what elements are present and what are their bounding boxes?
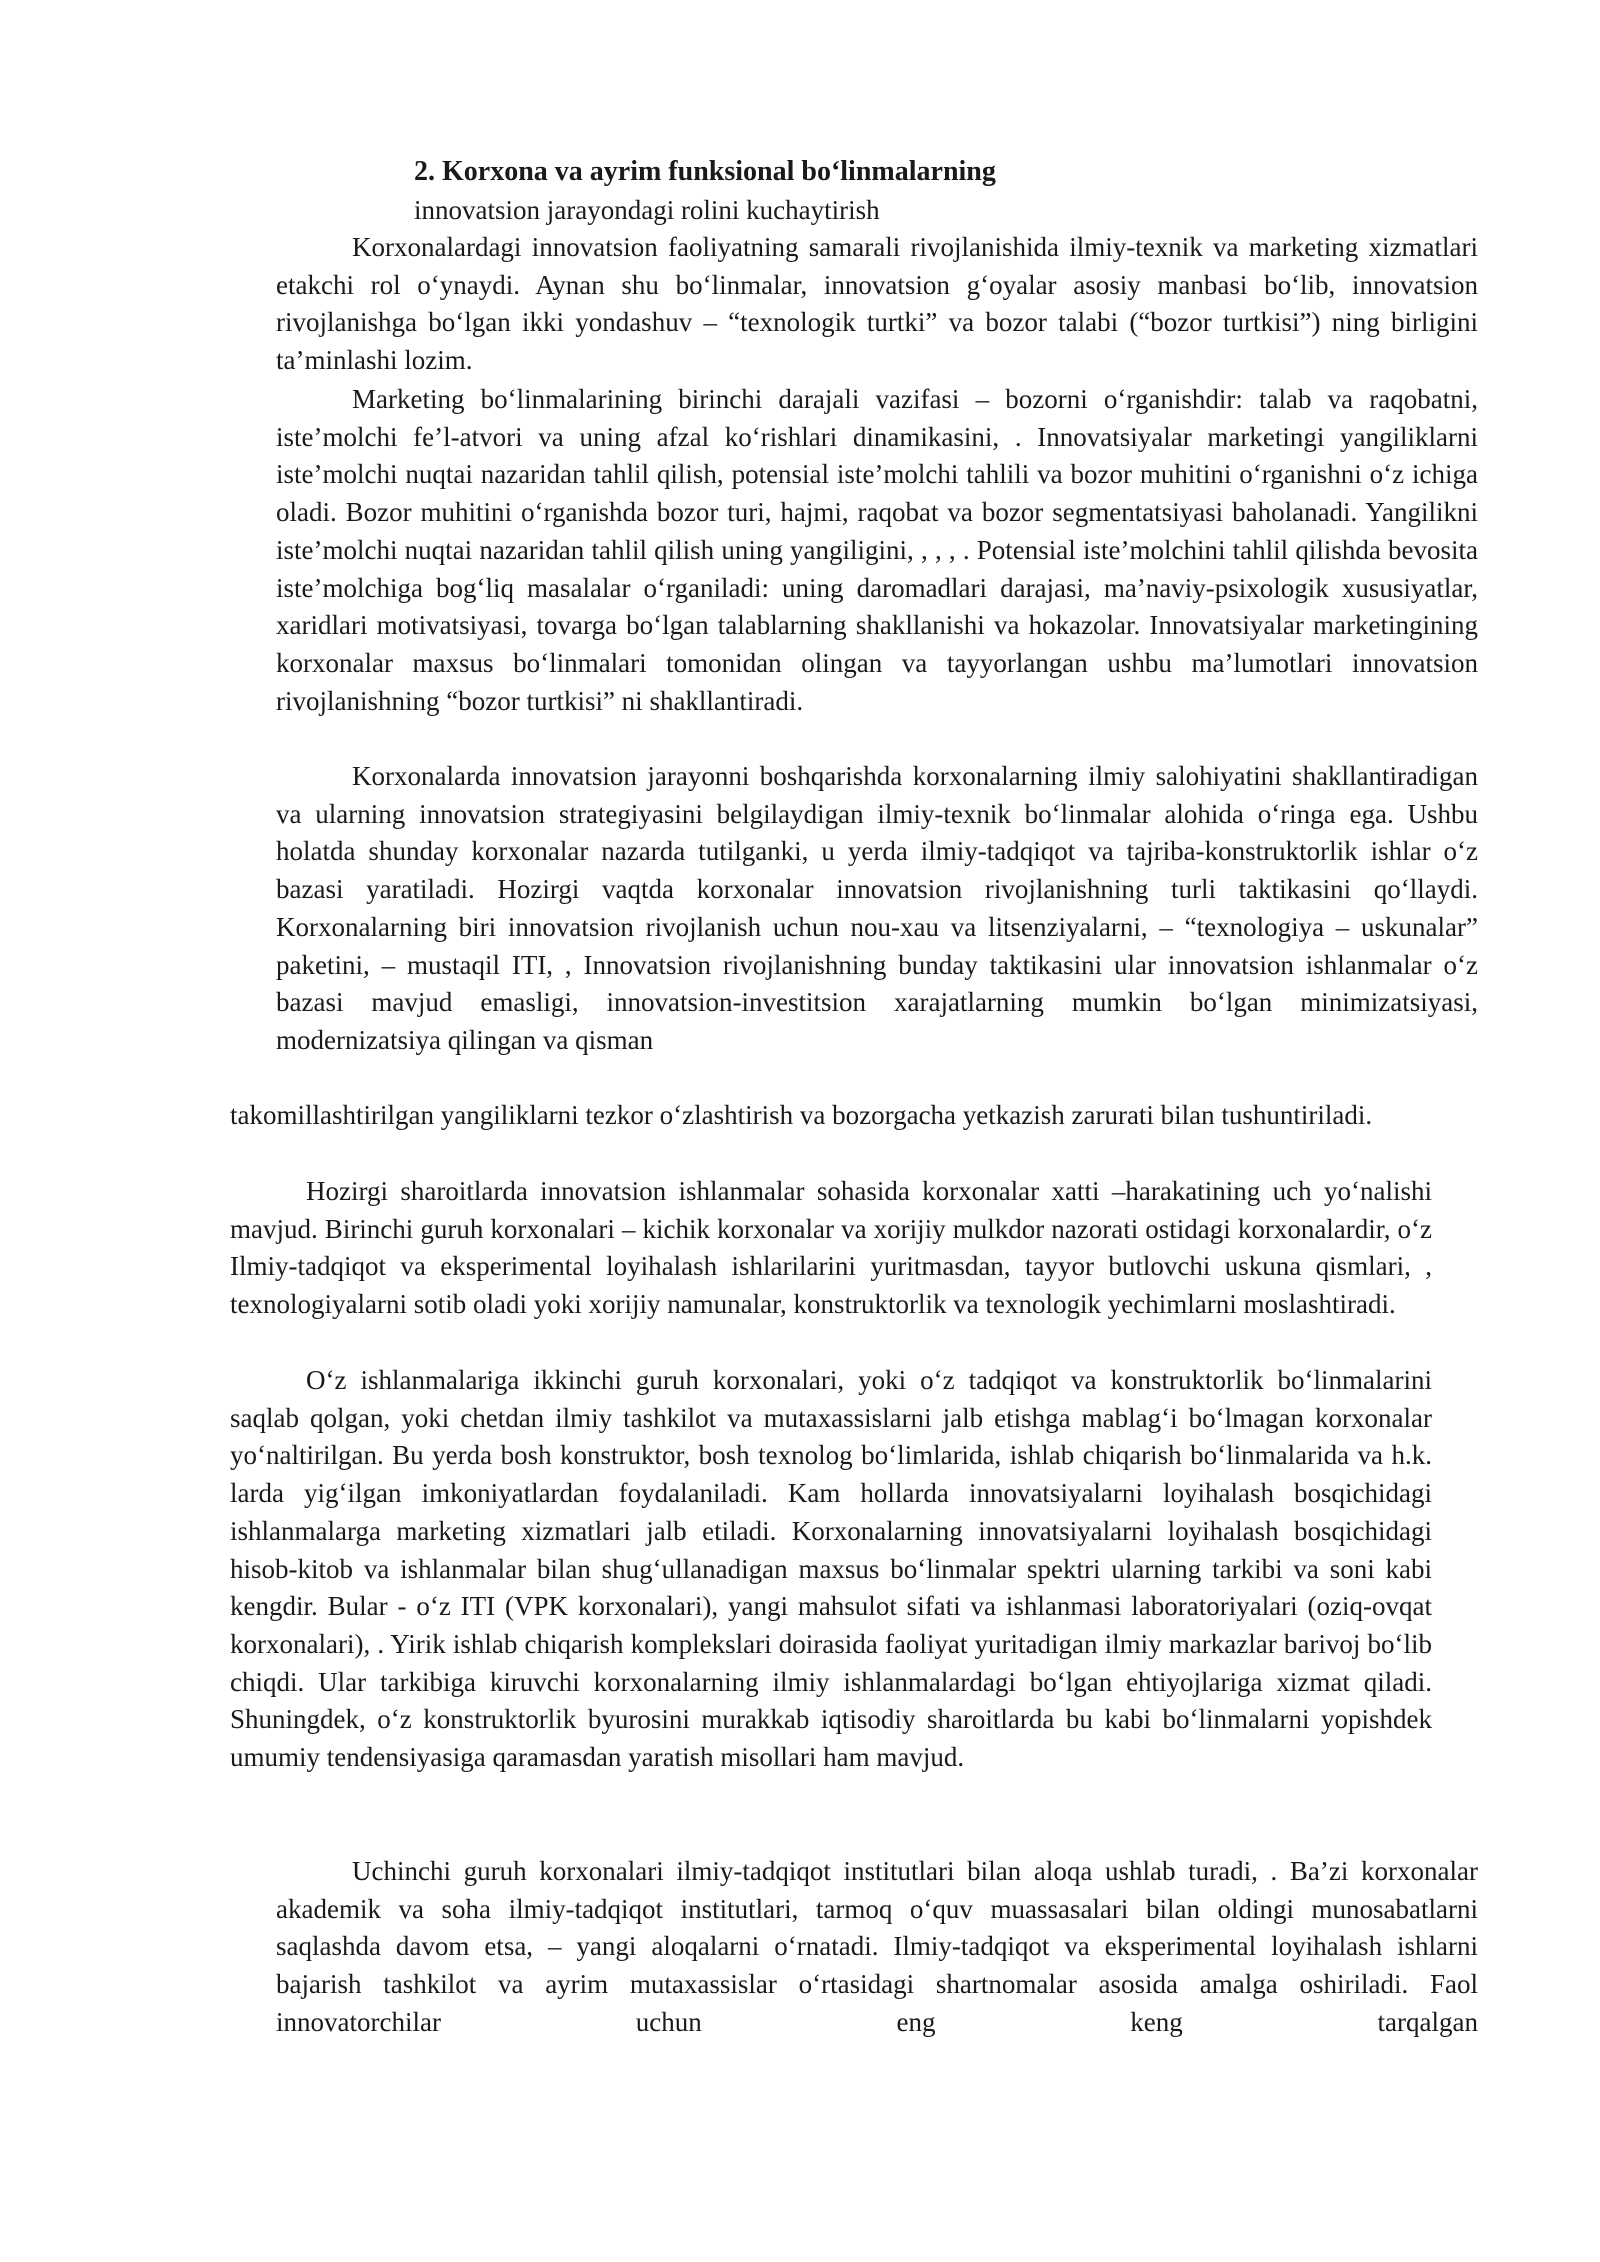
paragraph: Marketing bo‘linmalarining birinchi darajali vazifasi – bozorni o‘rganishdir: talab va raqobatni, iste’molchi fe’l-atvori va uning afzal ko‘rishlari dinamikasini, . Innovatsiyalar marketingi yangiliklarni iste’molchi nuqtai nazaridan tahlil qilish, potensial iste’molchi tahlili va bozor muhitini o‘rganishni o‘z ichiga oladi. Bozor muhitini o‘rganishda bozor turi, hajmi, raqobat va bozor segmentatsiyasi baholanadi. Yangilikni iste’molchi nuqtai nazaridan tahlil qilish uning yangiligini, , , , . Potensial iste’molchini tahlil qilishda bevosita iste’molchiga bog‘liq masalalar o‘rganiladi: uning daromadlari darajasi, ma’naviy-psixologik xususiyatlar, xaridlari motivatsiyasi, tovarga bo‘lgan talablarning shakllanishi va hokazolar. Innovatsiyalar marketingining korxonalar maxsus bo‘linmalari tomonidan olingan va tayyorlangan ushbu ma’lumotlari innovatsion rivojlanishning “bozor turtkisi” ni shakllantiradi. xyxy=(276,384,1478,716)
section-subtitle: innovatsion jarayondagi rolini kuchaytirish xyxy=(414,195,880,225)
paragraph: Korxonalardagi innovatsion faoliyatning samarali rivojlanishida ilmiy-texnik va marketing xizmatlari etakchi rol o‘ynaydi. Aynan shu bo‘linmalar, innovatsion g‘oyalar asosiy manbasi bo‘lib, innovatsion rivojlanishga bo‘lgan ikki yondashuv – “texnologik turtki” va bozor talabi (“bozor turtkisi”) ning birligini ta’minlashi lozim. xyxy=(276,232,1478,376)
paragraph: Uchinchi guruh korxonalari ilmiy-tadqiqot institutlari bilan aloqa ushlab turadi, . Ba’zi korxonalar akademik va soha ilmiy-tadqiqot institutlari, tarmoq o‘quv muassasalari bilan oldingi munosabatlarni saqlashda davom etsa, – yangi aloqalarni o‘rnatadi. Ilmiy-tadqiqot va eksperimental loyihalash ishlarni bajarish tashkilot va ayrim mutaxassislar o‘rtasidagi shartnomalar asosida amalga oshiriladi. Faol innovatorchilar uchun eng keng tarqalgan xyxy=(276,1856,1478,2037)
section-title: 2. Korxona va ayrim funksional bo‘linmalarning xyxy=(414,156,996,187)
paragraph: takomillashtirilgan yangiliklarni tezkor o‘zlashtirish va bozorgacha yetkazish zarurati bilan tushuntiriladi. xyxy=(230,1100,1373,1130)
paragraph: Korxonalarda innovatsion jarayonni boshqarishda korxonalarning ilmiy salohiyatini shakllantiradigan va ularning innovatsion strategiyasini belgilaydigan ilmiy-texnik bo‘linmalar alohida o‘ringa ega. Ushbu holatda shunday korxonalar nazarda tutilganki, u yerda ilmiy-tadqiqot va tajriba-konstruktorlik ishlar o‘z bazasi yaratiladi. Hozirgi vaqtda korxonalar innovatsion rivojlanishning turli taktikasini qo‘llaydi. Korxonalarning biri innovatsion rivojlanish uchun nou-xau va litsenziyalarni, – “texnologiya – uskunalar” paketini, – mustaqil ITI, , Innovatsion rivojlanishning bunday taktikasini ular innovatsion ishlanmalar o‘z bazasi mavjud emasligi, innovatsion-investitsion xarajatlarning mumkin bo‘lgan minimizatsiyasi, modernizatsiya qilingan va qisman xyxy=(276,761,1478,1055)
paragraph: O‘z ishlanmalariga ikkinchi guruh korxonalari, yoki o‘z tadqiqot va konstruktorlik bo‘linmalarini saqlab qolgan, yoki chetdan ilmiy tashkilot va mutaxassislarni jalb etishga mablag‘i bo‘lmagan korxonalar yo‘naltirilgan. Bu yerda bosh konstruktor, bosh texnolog bo‘limlarida, ishlab chiqarish bo‘linmalarida va h.k. larda yig‘ilgan imkoniyatlardan foydalaniladi. Kam hollarda innovatsiyalarni loyihalash bosqichidagi ishlanmalarga marketing xizmatlari jalb etiladi. Korxonalarning innovatsiyalarni loyihalash bosqichidagi hisob-kitob va ishlanmalar bilan shug‘ullanadigan maxsus bo‘linmalar spektri ularning tarkibi va soni kabi kengdir. Bular - o‘z ITI (VPK korxonalari), yangi mahsulot sifati va ishlanmasi laboratoriyalari (oziq-ovqat korxonalari), . Yirik ishlab chiqarish komplekslari doirasida faoliyat yuritadigan ilmiy markazlar barivoj bo‘lib chiqdi. Ular tarkibiga kiruvchi korxonalarning ilmiy ishlanmalardagi bo‘lgan ehtiyojlariga xizmat qiladi. Shuningdek, o‘z konstruktorlik byurosini murakkab iqtisodiy sharoitlarda bu kabi bo‘linmalarni yopishdek umumiy tendensiyasiga qaramasdan yaratish misollari ham mavjud. xyxy=(230,1365,1432,1773)
paragraph: Hozirgi sharoitlarda innovatsion ishlanmalar sohasida korxonalar xatti –harakatining uch yo‘nalishi mavjud. Birinchi guruh korxonalari – kichik korxonalar va xorijiy mulkdor nazorati ostidagi korxonalardir, o‘z Ilmiy-tadqiqot va eksperimental loyihalash ishlarilarini yuritmasdan, tayyor butlovchi uskuna qismlari, , texnologiyalarni sotib oladi yoki xorijiy namunalar, konstruktorlik va texnologik yechimlarni moslashtiradi. xyxy=(230,1176,1432,1320)
